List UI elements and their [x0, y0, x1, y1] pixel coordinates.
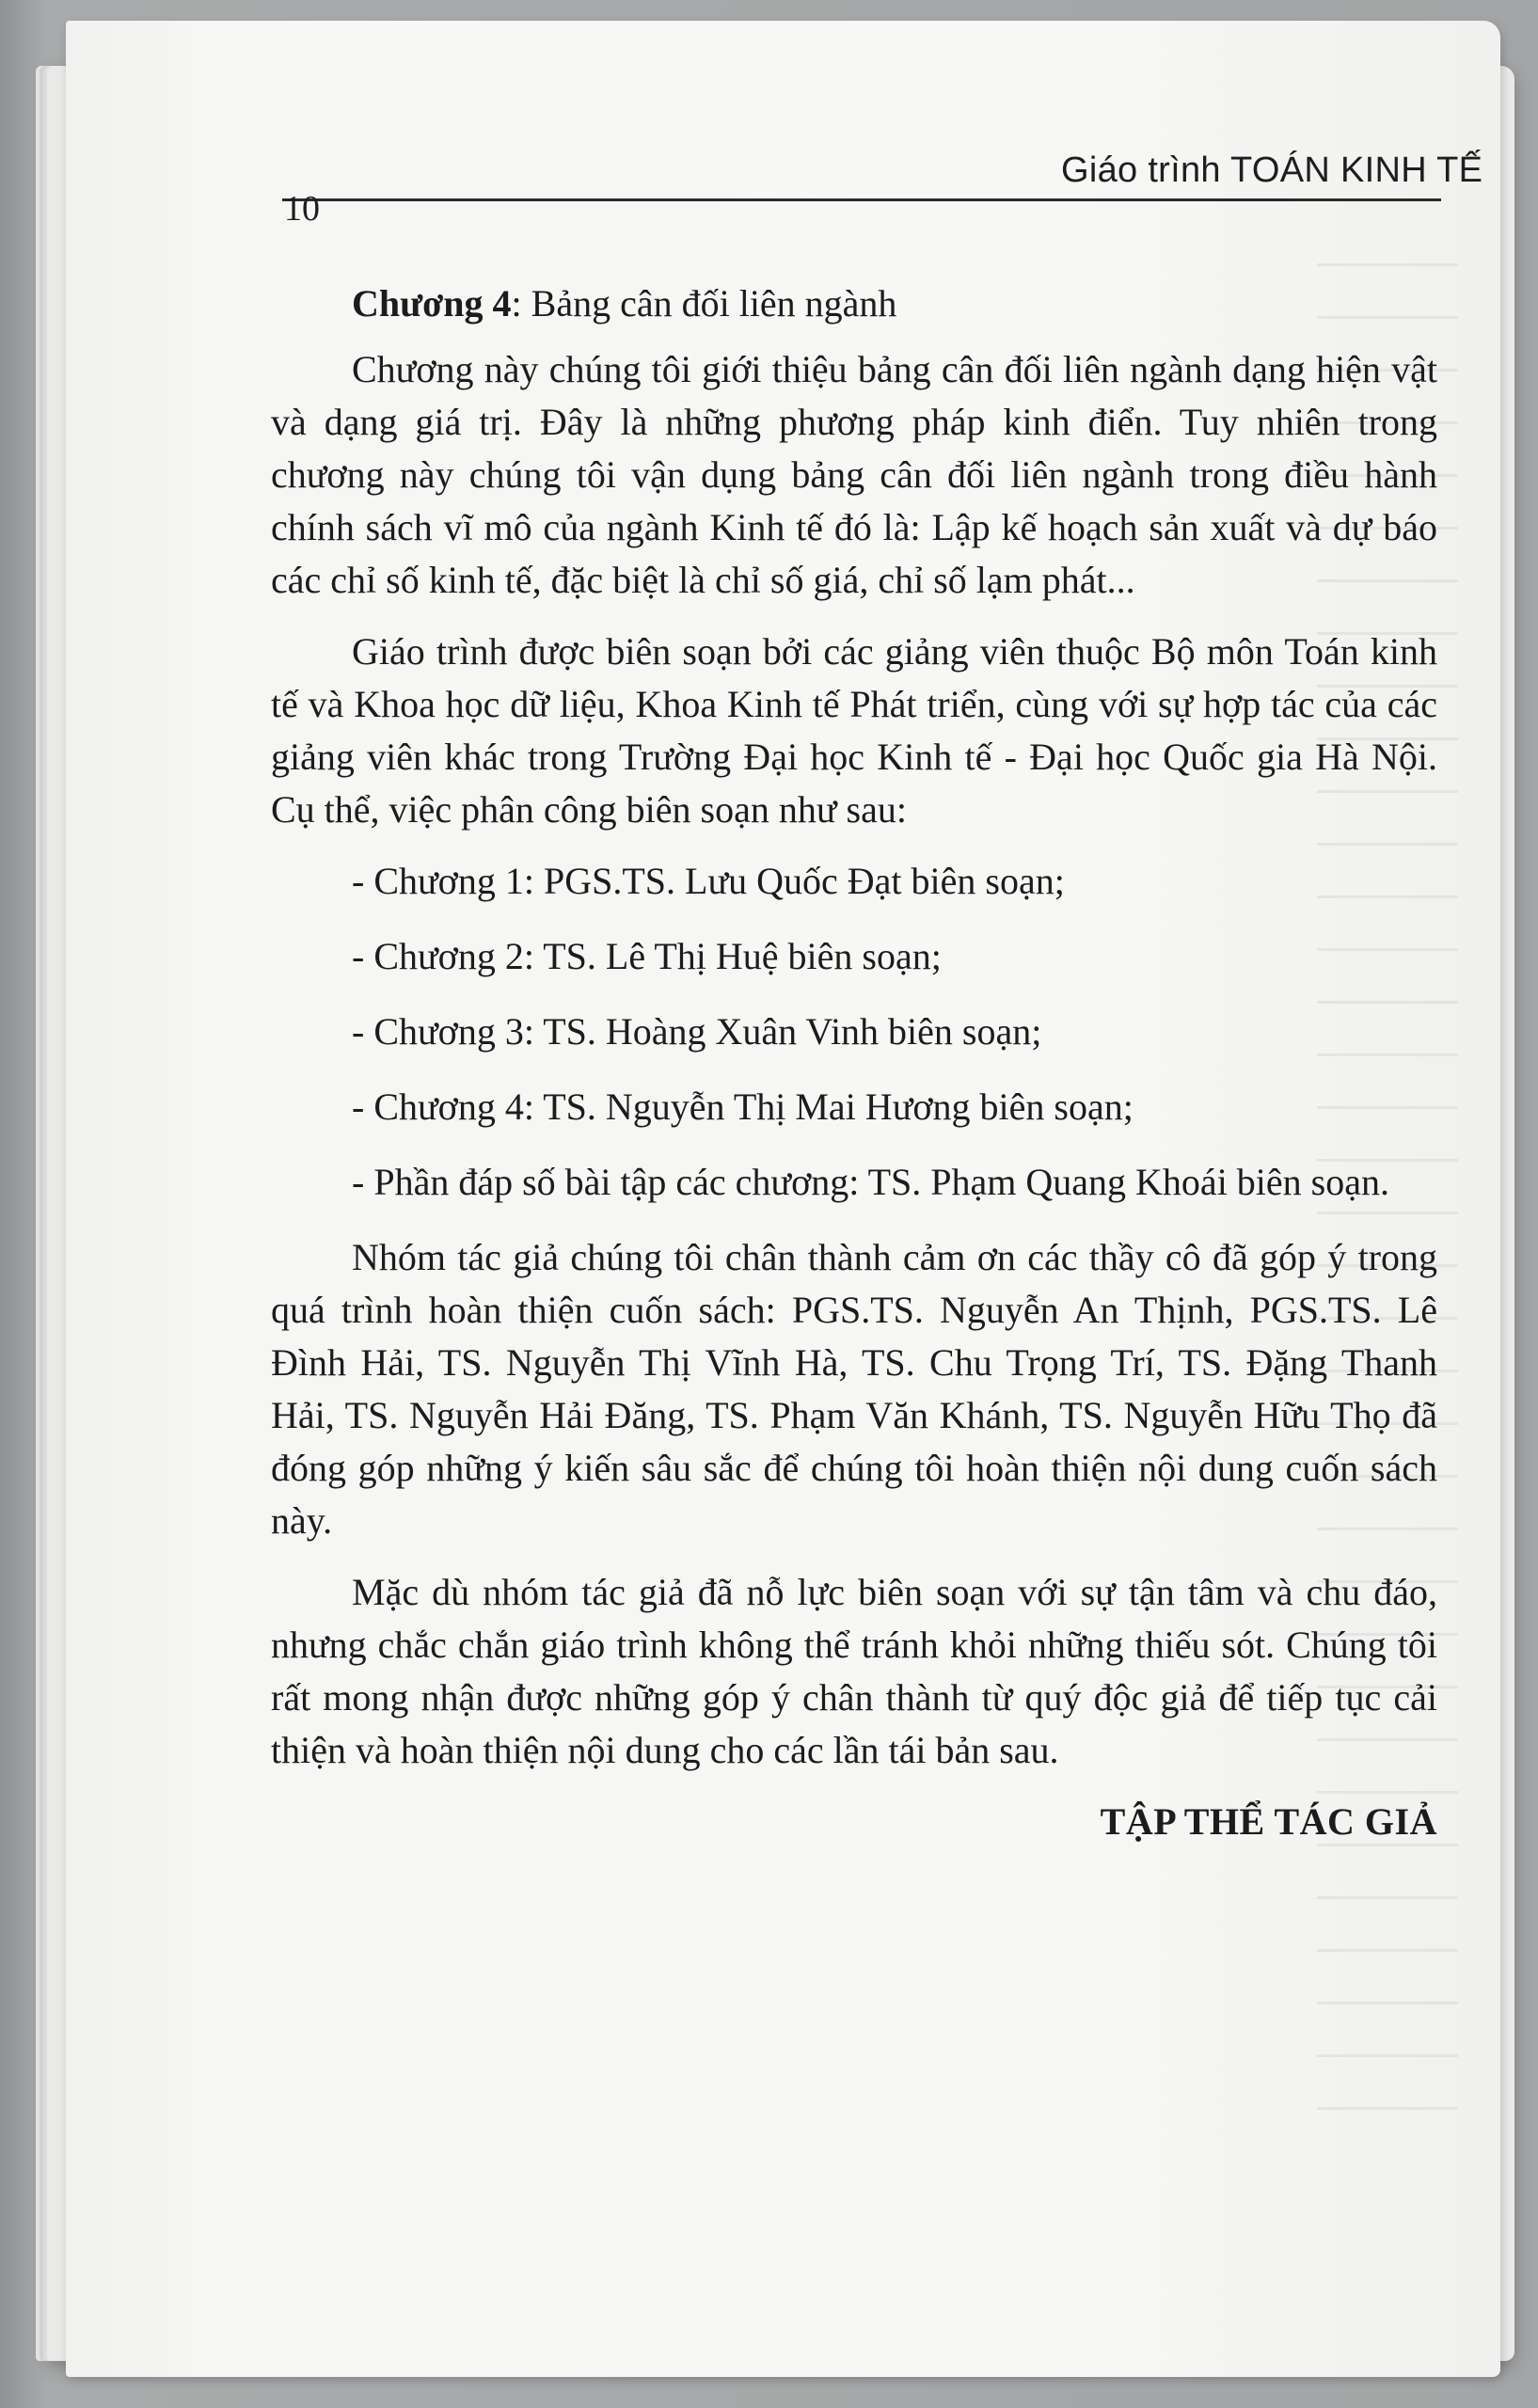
assignment-item: - Chương 3: TS. Hoàng Xuân Vinh biên soạn; — [352, 1010, 1042, 1053]
acknowledgement-paragraph: Nhóm tác giả chúng tôi chân thành cảm ơn các thầy cô đã góp ý trong quá trình hoàn thiện cuốn sách: PGS.TS. Nguyễn An Thịnh, PGS.TS. Lê Đình Hải, TS. Nguyễn Thị Vĩnh Hà, TS. Chu Trọng Trí, TS. Đặng Thanh Hải, TS. Nguyễn Hải Đăng, TS. Phạm Văn Khánh, TS. Nguyễn Hữu Thọ đã đóng góp những ý kiến sâu sắc để chúng tôi hoàn thiện nội dung cuốn sách này. — [271, 1236, 1437, 1542]
assignment-item: - Chương 2: TS. Lê Thị Huệ biên soạn; — [352, 935, 942, 977]
running-header-title: Giáo trình TOÁN KINH TẾ — [1061, 150, 1483, 190]
chapter-heading-label: Chương 4 — [352, 282, 512, 325]
authorship-paragraph: Giáo trình được biên soạn bởi các giảng viên thuộc Bộ môn Toán kinh tế và Khoa học dữ liệu, Khoa Kinh tế Phát triển, cùng với sự hợp tác của các giảng viên khác trong Trường Đại học Kinh tế - Đại học Quốc gia Hà Nội. Cụ thể, việc phân công biên soạn như sau: — [271, 630, 1437, 831]
closing-paragraph: Mặc dù nhóm tác giả đã nỗ lực biên soạn với sự tận tâm và chu đáo, nhưng chắc chắn giáo trình không thể tránh khỏi những thiếu sót. Chúng tôi rất mong nhận được những góp ý chân thành từ quý độc giả để tiếp tục cải thiện và hoàn thiện nội dung cho các lần tái bản sau. — [271, 1571, 1437, 1771]
author-signature: TẬP THỂ TÁC GIẢ — [1100, 1800, 1437, 1843]
page-number: 10 — [284, 189, 320, 229]
chapter-heading-title: : Bảng cân đối liên ngành — [511, 282, 897, 325]
page-body — [271, 277, 1437, 1848]
header-divider — [282, 198, 1441, 201]
assignment-item: - Chương 1: PGS.TS. Lưu Quốc Đạt biên soạn; — [352, 860, 1065, 902]
chapter-description-paragraph: Chương này chúng tôi giới thiệu bảng cân đối liên ngành dạng hiện vật và dạng giá trị. Đây là những phương pháp kinh điển. Tuy nhiên trong chương này chúng tôi vận dụng bảng cân đối liên ngành trong điều hành chính sách vĩ mô của ngành Kinh tế đó là: Lập kế hoạch sản xuất và dự báo các chỉ số kinh tế, đặc biệt là chỉ số giá, chỉ số lạm phát... — [271, 348, 1437, 601]
assignment-item: - Phần đáp số bài tập các chương: TS. Phạm Quang Khoái biên soạn. — [352, 1161, 1389, 1203]
assignment-item: - Chương 4: TS. Nguyễn Thị Mai Hương biên soạn; — [352, 1085, 1134, 1128]
chapter-heading — [271, 277, 1437, 330]
